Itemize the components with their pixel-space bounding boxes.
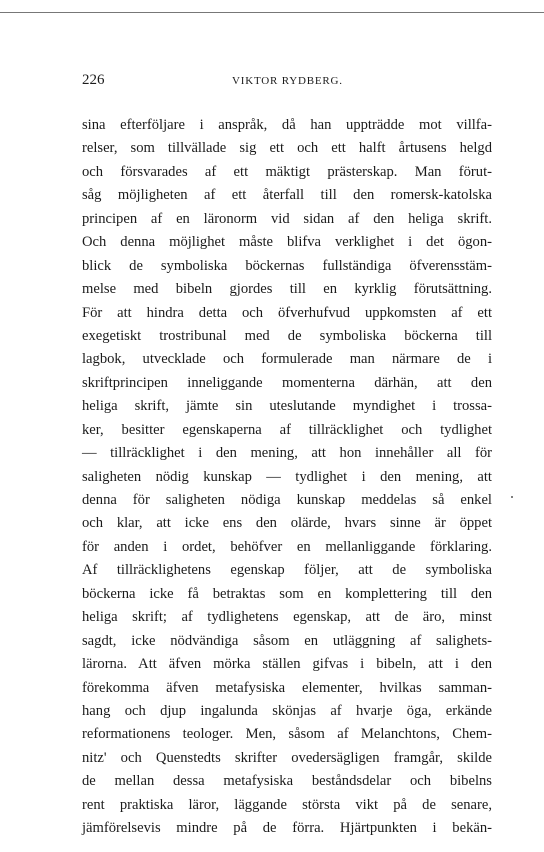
text-line: melse med bibeln gjordes till en kyrklig förutsättning. <box>82 281 492 298</box>
text-line: rent praktiska läror, läggande största vikt på de senare, <box>82 796 492 813</box>
text-line: lagbok, utvecklade och formulerade man närmare de i <box>82 351 492 368</box>
text-line: skriftprincipen inneliggande momenterna därhän, att den <box>82 374 492 391</box>
text-line: jämförelsevis mindre på de förra. Hjärtpunkten i bekän- <box>82 820 492 837</box>
text-line: principen af en läronorm vid sidan af den heliga skrift. <box>82 210 492 227</box>
body-text <box>82 114 492 841</box>
text-line: nitz' och Quenstedts skrifter ovedersägligen framgår, skilde <box>82 749 492 766</box>
text-line: heliga skrift; af tydlighetens egenskap, att de äro, minst <box>82 609 492 626</box>
text-line: sina efterföljare i anspråk, då han uppträdde mot villfa- <box>82 117 492 133</box>
text-line: för anden i ordet, behöfver en mellanliggande förklaring. <box>82 538 492 555</box>
text-line: och klar, att icke ens den olärde, hvars sinne är öppet <box>82 515 492 532</box>
text-line: böckerna icke få betraktas som en komplettering till den <box>82 585 492 602</box>
text-line: ker, besitter egenskaperna af tillräcklighet och tydlighet <box>82 421 492 438</box>
text-line: blick de symboliska böckernas fullständiga öfverensstäm- <box>82 257 492 274</box>
text-line: Af tillräcklighetens egenskap följer, att de symboliska <box>82 562 492 579</box>
header-title: VIKTOR RYDBERG. <box>232 75 343 87</box>
text-line: exegetiskt trostribunal med de symboliska böckerna till <box>82 327 492 344</box>
text-line: Och denna möjlighet måste blifva verklighet i det ögon- <box>82 234 492 251</box>
text-line: För att hindra detta och öfverhufvud uppkomsten af ett <box>82 304 492 321</box>
text-line: de mellan dessa metafysiska beståndsdelar och bibelns <box>82 773 492 790</box>
text-line: lärorna. Att äfven mörka ställen gifvas i bibeln, att i den <box>82 656 492 673</box>
text-line: — tillräcklighet i den mening, att hon innehåller all för <box>82 445 492 462</box>
text-line: relser, som tillvällade sig ett och ett halft årtusens helgd <box>82 140 492 157</box>
text-line: saligheten nödig kunskap — tydlighet i den mening, att <box>82 468 492 485</box>
text-line: och försvarades af ett mäktigt prästerskap. Man förut- <box>82 163 492 180</box>
text-line: hang och djup ingalunda skönjas af hvarje öga, erkände <box>82 702 492 719</box>
margin-mark <box>511 496 513 498</box>
running-head <box>82 70 490 90</box>
text-line: sagdt, icke nödvändiga såsom en utläggning af salighets- <box>82 632 492 649</box>
top-rule <box>0 12 544 13</box>
text-line: förekomma äfven metafysiska elementer, hvilkas samman- <box>82 679 492 696</box>
text-line: denna för saligheten nödiga kunskap meddelas så enkel <box>82 492 492 508</box>
page-number: 226 <box>82 72 105 88</box>
text-line: såg möjligheten af ett återfall till den romersk-katolska <box>82 187 492 204</box>
text-line: reformationens teologer. Men, såsom af Melanchtons, Chem- <box>82 726 492 743</box>
text-line: heliga skrift, jämte sin uteslutande myndighet i trossa- <box>82 398 492 415</box>
